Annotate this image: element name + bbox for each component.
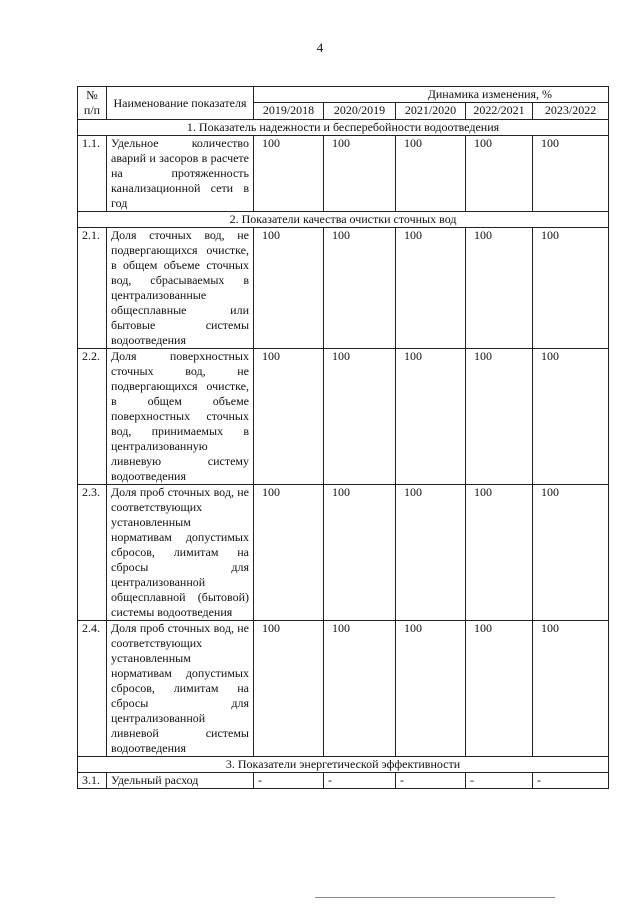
row-value: 100: [254, 349, 324, 485]
row-value: 100: [533, 349, 609, 485]
header-year: 2023/2022: [533, 103, 609, 120]
row-number: 2.3.: [78, 485, 107, 621]
row-value: 100: [254, 136, 324, 212]
row-value: 100: [466, 228, 533, 349]
row-value: 100: [466, 485, 533, 621]
header-year: 2021/2020: [396, 103, 466, 120]
page-number: 4: [316, 40, 324, 55]
row-value: 100: [324, 228, 396, 349]
row-value: 100: [324, 349, 396, 485]
header-row-top: [78, 87, 609, 103]
section-row: [78, 120, 609, 136]
row-name: Доля поверхностных сточных вод, не подвергающихся очистке, в общем объеме поверхностных сточных вод, принимаемых в централизованную ливневую систему водоотведения: [107, 349, 254, 485]
row-name: Доля проб сточных вод, не соответствующих установленным нормативам допустимых сбросов, лимитам на сбросы для централизованной ливневой системы водоотведения: [107, 621, 254, 757]
row-name: Доля проб сточных вод, не соответствующих установленным нормативам допустимых сбросов, лимитам на сбросы для централизованной общесплавной (бытовой) системы водоотведения: [107, 485, 254, 621]
row-name: Удельный расход: [107, 773, 254, 789]
row-name: Доля сточных вод, не подвергающихся очистке, в общем объеме сточных вод, сбрасываемых в централизованные общесплавные или бытовые системы водоотведения: [107, 228, 254, 349]
header-name: Наименование показателя: [107, 87, 254, 120]
row-number: 2.1.: [78, 228, 107, 349]
table-row: [78, 136, 609, 212]
row-value: 100: [396, 349, 466, 485]
row-value: 100: [466, 136, 533, 212]
row-value: 100: [396, 485, 466, 621]
table-row: [78, 485, 609, 621]
header-dynamics: Динамика изменения, %: [254, 87, 609, 103]
row-value: 100: [466, 621, 533, 757]
row-value: 100: [396, 621, 466, 757]
section-title: 3. Показатели энергетической эффективности: [78, 757, 609, 773]
row-value: 100: [254, 228, 324, 349]
row-value: 100: [533, 228, 609, 349]
table-row: [78, 621, 609, 757]
row-value: 100: [466, 349, 533, 485]
row-value: 100: [254, 485, 324, 621]
table-row: [78, 349, 609, 485]
row-value: 100: [396, 136, 466, 212]
scan-edge-line: [315, 897, 555, 898]
row-value: 100: [396, 228, 466, 349]
row-value: -: [254, 773, 324, 789]
section-title: 2. Показатели качества очистки сточных вод: [78, 212, 609, 228]
row-number: 2.4.: [78, 621, 107, 757]
row-value: -: [396, 773, 466, 789]
table-row: [78, 228, 609, 349]
row-value: 100: [324, 621, 396, 757]
row-value: 100: [324, 485, 396, 621]
row-number: 1.1.: [78, 136, 107, 212]
row-value: -: [324, 773, 396, 789]
row-value: 100: [533, 485, 609, 621]
row-value: 100: [324, 136, 396, 212]
section-row: [78, 757, 609, 773]
indicators-table: [77, 86, 609, 789]
section-title: 1. Показатель надежности и бесперебойности водоотведения: [78, 120, 609, 136]
table-row: [78, 773, 609, 789]
row-value: 100: [254, 621, 324, 757]
row-number: 3.1.: [78, 773, 107, 789]
row-value: -: [533, 773, 609, 789]
header-number: № п/п: [78, 87, 107, 120]
row-value: -: [466, 773, 533, 789]
row-value: 100: [533, 621, 609, 757]
header-year: 2019/2018: [254, 103, 324, 120]
row-value: 100: [533, 136, 609, 212]
header-year: 2022/2021: [466, 103, 533, 120]
row-number: 2.2.: [78, 349, 107, 485]
header-year: 2020/2019: [324, 103, 396, 120]
row-name: Удельное количество аварий и засоров в расчете на протяженность канализационной сети в год: [107, 136, 254, 212]
section-row: [78, 212, 609, 228]
